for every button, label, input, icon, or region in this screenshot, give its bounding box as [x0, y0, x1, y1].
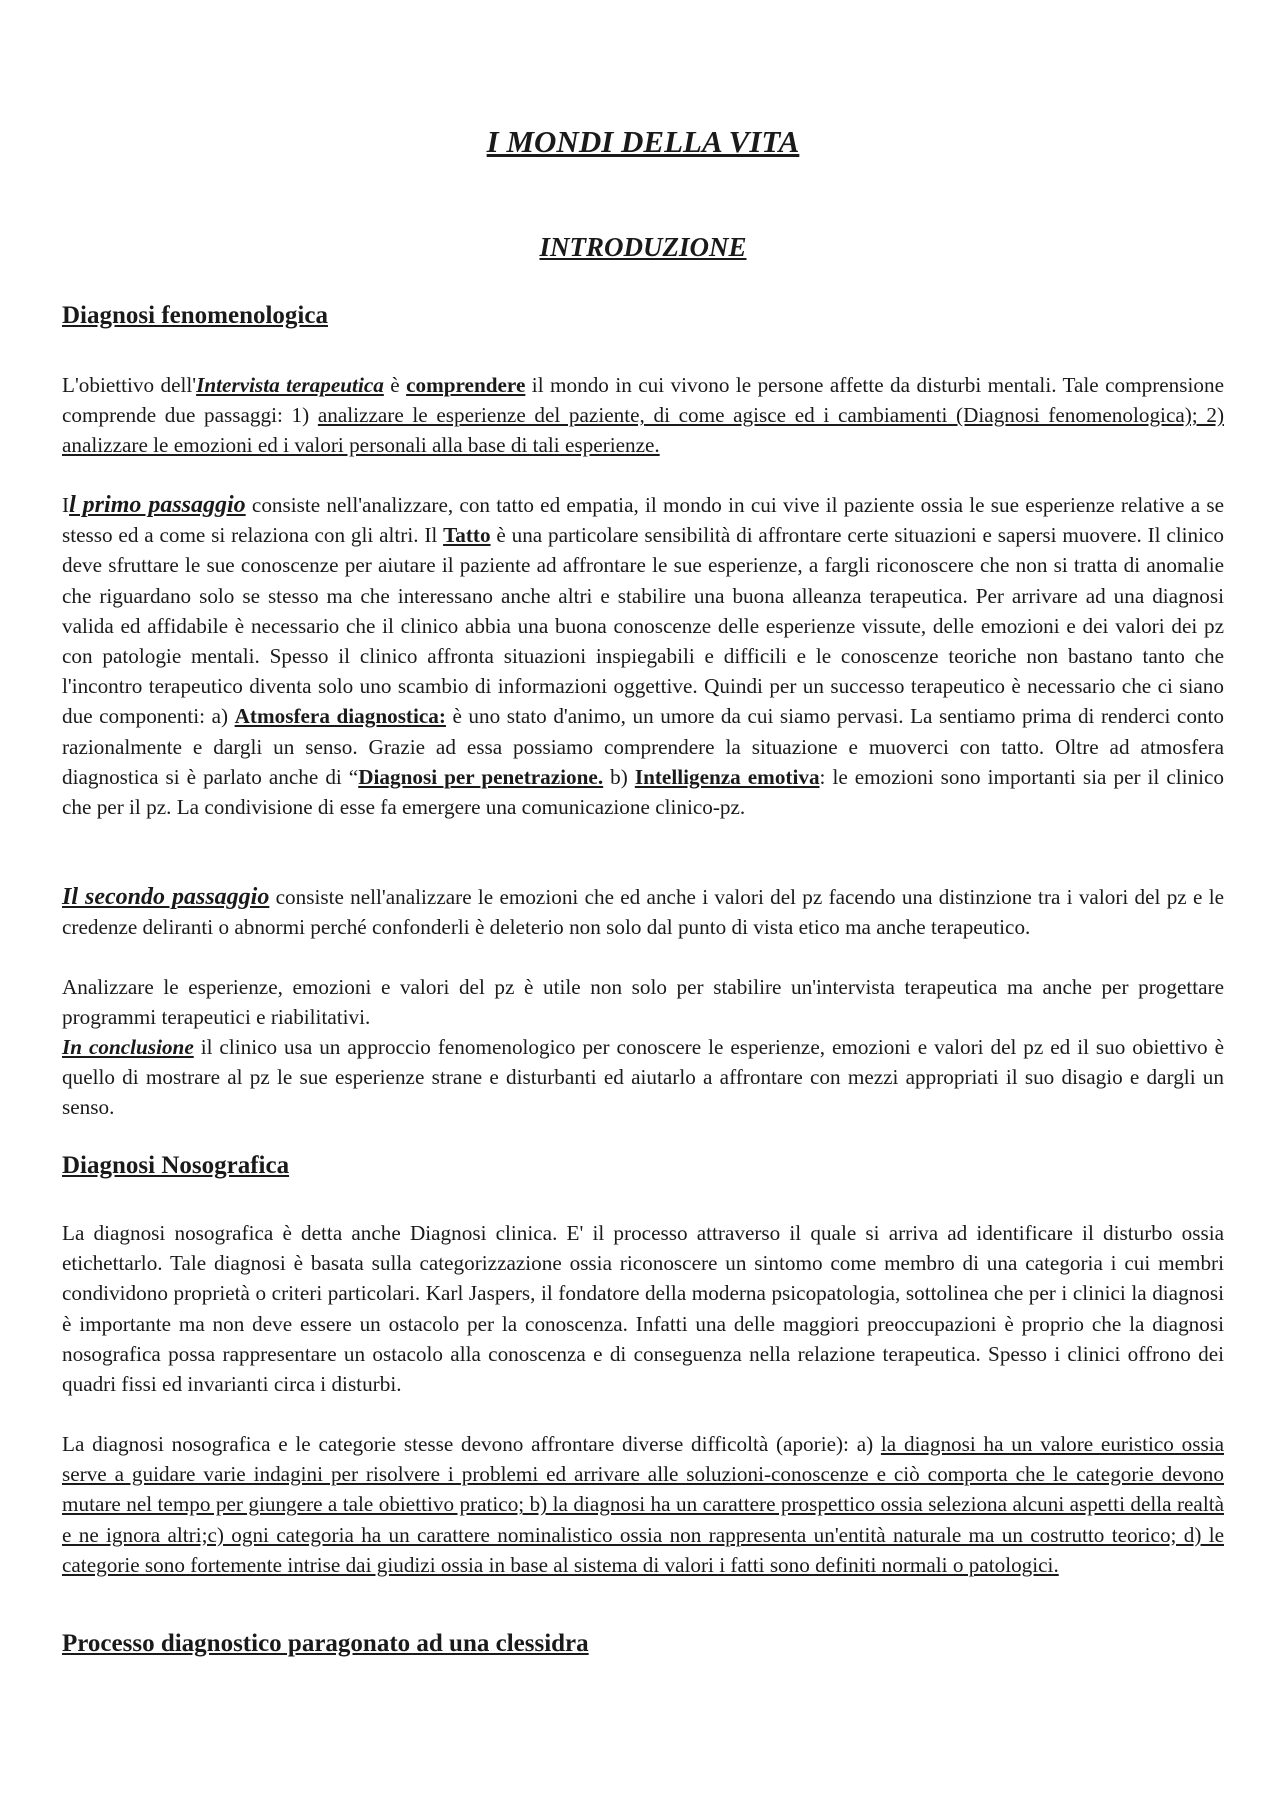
text-run: è una particolare sensibilità di affrontare certe situazioni e sapersi muovere. Il clinico deve sfruttare le sue conoscenze per aiutare il paziente ad affrontare le sue esperienze, a fargli riconoscere che non si tratta di anomalie che riguardano solo se stesso ma che interessano anche altri e stabilire una buona alleanza terapeutica. Per arrivare ad una diagnosi valida ed affidabile è necessario che il clinico abbia una buona conoscenze delle esperienze vissute, delle emozioni e dei valori dei pz con patologie mentali. Spesso il clinico affronta situazioni inspiegabili e difficili e le conoscenze teoriche non bastano tanto che l'incontro terapeutico diventa solo uno scambio di informazioni oggettive. Quindi per un successo terapeutico è necessario che ci siano due componenti: a)	[62, 523, 1224, 729]
document-title: I MONDI DELLA VITA	[486, 124, 800, 159]
emphasis-in-conclusione: In conclusione	[62, 1035, 194, 1059]
paragraph-conclusione	[62, 1032, 1224, 1123]
emphasis-tatto: Tatto	[443, 523, 491, 548]
text-run: il clinico usa un approccio fenomenologico per conoscere le esperienze, emozioni e valori del pz ed il suo obiettivo è quello di mostrare al pz le sue esperienze strane e disturbanti ed aiutarlo a affrontare con mezzi appropriati il suo disagio e dargli un senso.	[62, 1035, 1224, 1120]
section-heading-nosografica: Diagnosi Nosografica	[62, 1152, 290, 1179]
section-heading-fenomenologica: Diagnosi fenomenologica	[62, 302, 328, 329]
text-run: è	[383, 373, 407, 397]
text-run: I	[62, 493, 70, 517]
paragraph-valori: Analizzare le esperienze, emozioni e valori del pz è utile non solo per stabilire un'intervista terapeutica ma anche per progettare programmi terapeutici e riabilitativi.	[62, 975, 1224, 1030]
paragraph-secondo-passaggio	[62, 882, 1224, 942]
emphasis-intelligenza-emotiva: Intelligenza emotiva	[634, 764, 820, 789]
text-run: La diagnosi nosografica e le categorie stesse devono affrontare diverse difficoltà (aporie): a)	[62, 1432, 881, 1456]
emphasis-intervista: Intervista terapeutica	[196, 373, 384, 397]
text-run: consiste nell'analizzare, con tatto ed empatia, il mondo in cui vive il paziente ossia le sue esperienze relative a se stesso ed a come si relaziona con gli altri. Il	[62, 493, 1224, 548]
underlined-aporie: la diagnosi ha un valore euristico ossia serve a guidare varie indagini per risolvere i problemi ed arrivare alle soluzioni-conoscenze e ciò comporta che le categorie devono mutare nel tempo per giungere a tale obiettivo pratico; b) la diagnosi ha un carattere prospettico ossia seleziona alcuni aspetti della realtà e ne ignora altri;c) ogni categoria ha un carattere nominalistico ossia non rappresenta un'entità naturale ma un costrutto teorico; d) le categorie sono fortemente intrise dai giudizi ossia in base al sistema di valori i fatti sono definiti normali o patologici.	[62, 1432, 1225, 1577]
text-run: è uno stato d'animo, un umore da cui siamo pervasi. La sentiamo prima di renderci conto razionalmente e dargli un senso. Grazie ad essa possiamo comprendere la situazione e muoverci con tatto. Oltre ad atmosfera diagnostica si è parlato anche di “	[62, 704, 1225, 789]
emphasis-secondo-passaggio: Il secondo passaggio	[62, 884, 270, 910]
underlined-passaggi: analizzare le esperienze del paziente, di come agisce ed i cambiamenti (Diagnosi fenomenologica); 2) analizzare le emozioni ed i valori personali alla base di tali esperienze.	[62, 403, 1225, 458]
text-run: L'obiettivo dell'	[62, 373, 197, 397]
paragraph-intro	[62, 370, 1224, 461]
paragraph-nosografica: La diagnosi nosografica è detta anche Diagnosi clinica. E' il processo attraverso il quale si arriva ad identificare il disturbo ossia etichettarlo. Tale diagnosi è basata sulla categorizzazione ossia riconoscere un sintomo come membro di una categoria i cui membri condividono proprietà o criteri particolari. Karl Jaspers, il fondatore della moderna psicopatologia, sottolinea che per i clinici la diagnosi è importante ma non deve essere un ostacolo per la conoscenza. Infatti una delle maggiori preoccupazioni è proprio che la diagnosi nosografica possa rappresentare un ostacolo alla conoscenza e di conseguenza nella relazione terapeutica. Spesso i clinici offrono dei quadri fissi ed invarianti circa i disturbi.	[62, 1221, 1224, 1397]
document-subtitle: INTRODUZIONE	[539, 232, 747, 262]
paragraph-aporie	[62, 1429, 1224, 1580]
emphasis-primo-passaggio: l primo passaggio	[69, 492, 246, 518]
emphasis-atmosfera: Atmosfera diagnostica:	[234, 704, 446, 729]
emphasis-penetrazione: Diagnosi per penetrazione.	[358, 764, 604, 789]
text-run: : le emozioni sono importanti sia per il clinico che per il pz. La condivisione di esse fa emergere una comunicazione clinico-pz.	[62, 764, 1224, 820]
text-run: il mondo in cui vivono le persone affette da disturbi mentali. Tale comprensione comprende due passaggi: 1)	[62, 373, 1224, 428]
section-heading-clessidra: Processo diagnostico paragonato ad una clessidra	[62, 1630, 589, 1657]
emphasis-comprendere: comprendere	[406, 373, 526, 397]
text-run: b)	[603, 764, 635, 789]
paragraph-primo-passaggio	[62, 490, 1224, 822]
text-run: consiste nell'analizzare le emozioni che ed anche i valori del pz facendo una distinzione tra i valori del pz e le credenze deliranti o abnormi perché confonderli è deleterio non solo dal punto di vista etico ma anche terapeutico.	[62, 885, 1224, 940]
